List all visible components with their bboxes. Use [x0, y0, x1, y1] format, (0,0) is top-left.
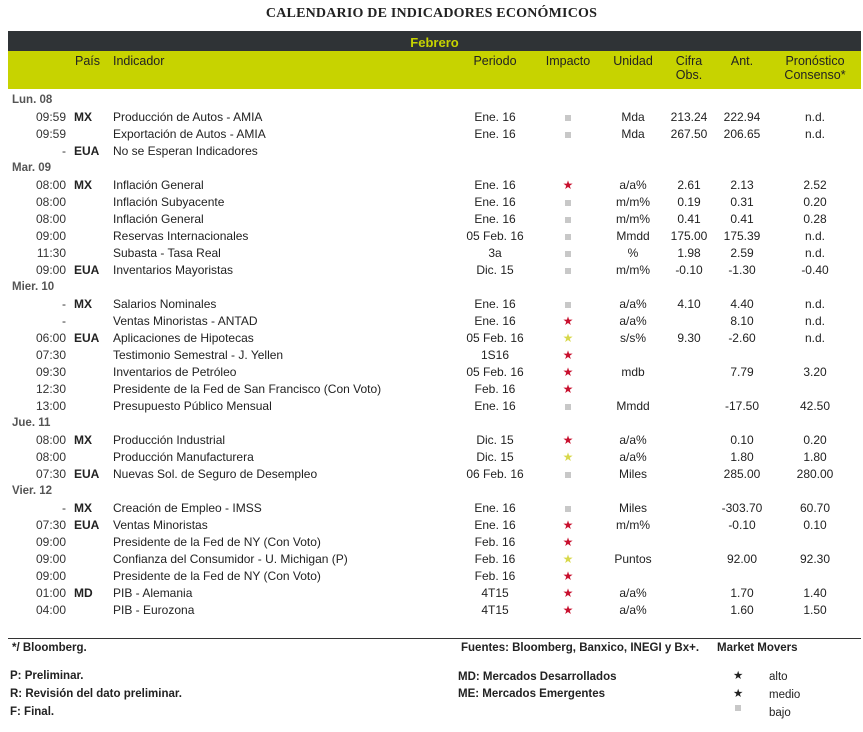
indicator-cell: Salarios Nominales	[113, 297, 217, 311]
header-cifra-line2: Obs.	[675, 68, 703, 82]
note-preliminar: P: Preliminar.	[10, 670, 84, 682]
period-cell: 4T15	[481, 603, 509, 617]
table-row	[0, 245, 863, 262]
period-cell: Ene. 16	[474, 399, 516, 413]
gray-square-icon	[548, 194, 588, 211]
unit-cell: Mmdd	[616, 399, 650, 413]
gray-square-icon	[548, 398, 588, 415]
table-row	[0, 177, 863, 194]
page-title: CALENDARIO DE INDICADORES ECONÓMICOS	[265, 6, 598, 21]
footnote-sources: Fuentes: Bloomberg, Banxico, INEGI y Bx+.	[461, 642, 700, 654]
gray-square-icon	[548, 228, 588, 245]
unit-cell: a/a%	[619, 603, 647, 617]
consensus-cell: 1.40	[803, 586, 827, 600]
indicator-cell: No se Esperan Indicadores	[113, 144, 258, 158]
indicator-cell: Presidente de la Fed de San Francisco (Con Voto)	[113, 382, 382, 396]
table-row	[0, 551, 863, 568]
period-cell: 05 Feb. 16	[466, 365, 524, 379]
time-cell: 08:00	[35, 212, 66, 226]
observed-cell: 4.10	[677, 297, 701, 311]
day-label: Vier. 12	[12, 485, 53, 497]
unit-cell: a/a%	[619, 433, 647, 447]
indicator-cell: Exportación de Autos - AMIA	[113, 127, 266, 141]
red-star-icon: ★	[562, 603, 574, 617]
consensus-cell: 3.20	[803, 365, 827, 379]
legend-medio: medio	[769, 689, 801, 701]
calendar-table	[0, 92, 863, 619]
month-label: Febrero	[410, 35, 459, 50]
indicator-cell: Presidente de la Fed de NY (Con Voto)	[113, 569, 321, 583]
observed-cell: 2.61	[677, 178, 701, 192]
period-cell: Ene. 16	[474, 127, 516, 141]
country-cell: MX	[74, 178, 92, 192]
gray-square-icon	[548, 109, 588, 126]
previous-cell: 0.41	[730, 212, 754, 226]
time-cell: 08:00	[35, 450, 66, 464]
indicator-cell: PIB - Alemania	[113, 586, 193, 600]
previous-cell: -1.30	[728, 263, 756, 277]
time-cell: 06:00	[35, 331, 66, 345]
gray-square-icon	[548, 211, 588, 228]
table-row	[0, 568, 863, 585]
time-cell: 12:30	[35, 382, 66, 396]
period-cell: Ene. 16	[474, 212, 516, 226]
period-cell: Feb. 16	[474, 382, 516, 396]
time-cell: 04:00	[35, 603, 66, 617]
time-cell: 07:30	[35, 467, 66, 481]
note-final: F: Final.	[10, 706, 55, 718]
red-star-icon: ★	[562, 382, 574, 396]
unit-cell: Mda	[621, 127, 645, 141]
red-star-icon: ★	[562, 518, 574, 532]
period-cell: Ene. 16	[474, 178, 516, 192]
previous-cell: 285.00	[723, 467, 761, 481]
table-row	[0, 194, 863, 211]
consensus-cell: 42.50	[799, 399, 831, 413]
indicator-cell: Inflación General	[113, 212, 204, 226]
unit-cell: Puntos	[614, 552, 652, 566]
day-header-row	[0, 279, 863, 296]
country-cell: MD	[74, 586, 93, 600]
time-cell: 08:00	[35, 433, 66, 447]
previous-cell: 4.40	[730, 297, 754, 311]
country-cell: EUA	[74, 331, 100, 345]
month-bar	[8, 31, 861, 51]
time-cell: -	[62, 314, 66, 328]
unit-cell: m/m%	[616, 195, 650, 209]
previous-cell: 8.10	[730, 314, 754, 328]
consensus-cell: 0.28	[803, 212, 827, 226]
previous-cell: 2.13	[730, 178, 754, 192]
unit-cell: a/a%	[619, 297, 647, 311]
table-row	[0, 449, 863, 466]
header-unidad: Unidad	[613, 54, 653, 68]
header-indicador: Indicador	[113, 54, 165, 68]
consensus-cell: 280.00	[796, 467, 834, 481]
indicator-cell: Presidente de la Fed de NY (Con Voto)	[113, 535, 321, 549]
unit-cell: m/m%	[616, 518, 650, 532]
observed-cell: -0.10	[675, 263, 703, 277]
unit-cell: m/m%	[616, 263, 650, 277]
red-star-icon: ★	[562, 569, 574, 583]
consensus-cell: 0.20	[803, 433, 827, 447]
yellow-star-icon: ★	[562, 450, 574, 464]
previous-cell: 1.70	[730, 586, 754, 600]
time-cell: 09:00	[35, 569, 66, 583]
table-row	[0, 517, 863, 534]
gray-square-icon	[548, 126, 588, 143]
indicator-cell: Inflación Subyacente	[113, 195, 225, 209]
observed-cell: 0.41	[677, 212, 701, 226]
unit-cell: %	[627, 246, 639, 260]
time-cell: 09:30	[35, 365, 66, 379]
day-label: Mier. 10	[12, 281, 55, 293]
previous-cell: 2.59	[730, 246, 754, 260]
period-cell: 1S16	[480, 348, 510, 362]
indicator-cell: Confianza del Consumidor - U. Michigan (P)	[113, 552, 348, 566]
indicator-cell: Ventas Minoristas - ANTAD	[113, 314, 258, 328]
unit-cell: Miles	[618, 501, 647, 515]
period-cell: 05 Feb. 16	[466, 229, 524, 243]
day-label: Mar. 09	[12, 162, 51, 174]
indicator-cell: Producción de Autos - AMIA	[113, 110, 263, 124]
gray-square-icon	[548, 500, 588, 517]
consensus-cell: 2.52	[803, 178, 827, 192]
time-cell: -	[62, 144, 66, 158]
observed-cell: 267.50	[670, 127, 708, 141]
indicator-cell: Reservas Internacionales	[113, 229, 249, 243]
country-cell: MX	[74, 297, 92, 311]
note-me: ME: Mercados Emergentes	[458, 688, 605, 700]
time-cell: 09:00	[35, 263, 66, 277]
red-star-icon: ★	[562, 178, 574, 192]
unit-cell: a/a%	[619, 178, 647, 192]
table-row	[0, 143, 863, 160]
unit-cell: a/a%	[619, 450, 647, 464]
consensus-cell: n.d.	[804, 246, 825, 260]
header-ant: Ant.	[730, 54, 754, 68]
gray-square-icon	[548, 296, 588, 313]
country-cell: MX	[74, 501, 92, 515]
consensus-cell: n.d.	[804, 229, 825, 243]
time-cell: -	[62, 297, 66, 311]
time-cell: 13:00	[35, 399, 66, 413]
previous-cell: 7.79	[730, 365, 754, 379]
time-cell: 07:30	[35, 348, 66, 362]
note-revision: R: Revisión del dato preliminar.	[10, 688, 182, 700]
period-cell: Ene. 16	[474, 297, 516, 311]
indicator-cell: Inventarios de Petróleo	[113, 365, 237, 379]
period-cell: Ene. 16	[474, 314, 516, 328]
table-row	[0, 109, 863, 126]
period-cell: Ene. 16	[474, 518, 516, 532]
previous-cell: 92.00	[726, 552, 758, 566]
header-pronostico	[775, 54, 855, 82]
country-cell: EUA	[74, 467, 100, 481]
table-row	[0, 330, 863, 347]
observed-cell: 175.00	[670, 229, 708, 243]
period-cell: Dic. 15	[476, 263, 514, 277]
red-star-icon: ★	[733, 670, 744, 682]
period-cell: 4T15	[481, 586, 509, 600]
period-cell: Feb. 16	[474, 535, 516, 549]
previous-cell: 1.80	[730, 450, 754, 464]
day-header-row	[0, 483, 863, 500]
time-cell: 07:30	[35, 518, 66, 532]
table-row	[0, 211, 863, 228]
indicator-cell: Nuevas Sol. de Seguro de Desempleo	[113, 467, 318, 481]
time-cell: 08:00	[35, 178, 66, 192]
consensus-cell: n.d.	[804, 331, 825, 345]
previous-cell: 175.39	[723, 229, 761, 243]
time-cell: 08:00	[35, 195, 66, 209]
unit-cell: a/a%	[619, 314, 647, 328]
table-row	[0, 534, 863, 551]
indicator-cell: Inflación General	[113, 178, 204, 192]
indicator-cell: Testimonio Semestral - J. Yellen	[113, 348, 284, 362]
period-cell: Feb. 16	[474, 552, 516, 566]
indicator-cell: PIB - Eurozona	[113, 603, 195, 617]
previous-cell: 222.94	[723, 110, 761, 124]
table-row	[0, 398, 863, 415]
time-cell: 09:59	[35, 110, 66, 124]
time-cell: 09:00	[35, 535, 66, 549]
period-cell: Dic. 15	[476, 450, 514, 464]
observed-cell: 9.30	[677, 331, 701, 345]
table-row	[0, 228, 863, 245]
indicator-cell: Creación de Empleo - IMSS	[113, 501, 262, 515]
country-cell: MX	[74, 110, 92, 124]
table-row	[0, 347, 863, 364]
day-label: Lun. 08	[12, 94, 53, 106]
table-row	[0, 364, 863, 381]
table-row	[0, 466, 863, 483]
period-cell: Ene. 16	[474, 195, 516, 209]
consensus-cell: n.d.	[804, 314, 825, 328]
time-cell: 11:30	[36, 246, 66, 260]
table-row	[0, 262, 863, 279]
red-star-icon: ★	[562, 365, 574, 379]
table-row	[0, 313, 863, 330]
time-cell: 09:00	[35, 552, 66, 566]
header-periodo: Periodo	[473, 54, 517, 68]
country-cell: MX	[74, 433, 92, 447]
footnote-market-movers: Market Movers	[717, 642, 798, 654]
day-header-row	[0, 415, 863, 432]
unit-cell: Mda	[621, 110, 645, 124]
gray-square-icon	[548, 466, 588, 483]
red-star-icon: ★	[562, 433, 574, 447]
unit-cell: a/a%	[619, 586, 647, 600]
yellow-star-icon: ★	[733, 688, 744, 700]
indicator-cell: Aplicaciones de Hipotecas	[113, 331, 254, 345]
period-cell: 05 Feb. 16	[466, 331, 524, 345]
table-row	[0, 585, 863, 602]
period-cell: 3a	[488, 246, 502, 260]
day-label: Jue. 11	[12, 417, 51, 429]
time-cell: 09:00	[35, 229, 66, 243]
consensus-cell: n.d.	[804, 297, 825, 311]
header-pronostico-line1: Pronóstico	[785, 54, 845, 68]
gray-square-icon	[548, 245, 588, 262]
red-star-icon: ★	[562, 535, 574, 549]
legend-alto: alto	[769, 671, 788, 683]
header-impacto: Impacto	[545, 54, 591, 68]
header-pronostico-line2: Consenso*	[784, 68, 846, 82]
table-row	[0, 296, 863, 313]
table-row	[0, 602, 863, 619]
consensus-cell: 60.70	[799, 501, 831, 515]
country-cell: EUA	[74, 263, 100, 277]
footer-divider	[8, 638, 861, 639]
observed-cell: 0.19	[677, 195, 701, 209]
period-cell: Ene. 16	[474, 501, 516, 515]
time-cell: 01:00	[35, 586, 66, 600]
day-header-row	[0, 92, 863, 109]
indicator-cell: Producción Manufacturera	[113, 450, 254, 464]
table-row	[0, 500, 863, 517]
observed-cell: 213.24	[670, 110, 708, 124]
previous-cell: -2.60	[728, 331, 756, 345]
time-cell: 09:59	[35, 127, 66, 141]
table-row	[0, 126, 863, 143]
country-cell: EUA	[74, 518, 100, 532]
consensus-cell: -0.40	[801, 263, 829, 277]
note-md: MD: Mercados Desarrollados	[458, 671, 617, 683]
period-cell: 06 Feb. 16	[466, 467, 524, 481]
day-header-row	[0, 160, 863, 177]
table-row	[0, 381, 863, 398]
consensus-cell: 1.80	[803, 450, 827, 464]
period-cell: Ene. 16	[474, 110, 516, 124]
time-cell: -	[62, 501, 66, 515]
unit-cell: Mmdd	[616, 229, 650, 243]
previous-cell: 0.10	[730, 433, 754, 447]
consensus-cell: 92.30	[799, 552, 831, 566]
header-pais: País	[75, 54, 101, 68]
red-star-icon: ★	[562, 348, 574, 362]
indicator-cell: Inventarios Mayoristas	[113, 263, 234, 277]
indicator-cell: Subasta - Tasa Real	[113, 246, 221, 260]
unit-cell: Miles	[618, 467, 647, 481]
indicator-cell: Presupuesto Público Mensual	[113, 399, 272, 413]
header-cifra-line1: Cifra	[675, 54, 703, 68]
footnote-bloomberg: */ Bloomberg.	[12, 642, 87, 654]
unit-cell: s/s%	[619, 331, 646, 345]
unit-cell: m/m%	[616, 212, 650, 226]
yellow-star-icon: ★	[562, 331, 574, 345]
observed-cell: 1.98	[677, 246, 701, 260]
previous-cell: -0.10	[728, 518, 756, 532]
gray-square-icon	[548, 262, 588, 279]
indicator-cell: Ventas Minoristas	[113, 518, 208, 532]
unit-cell: mdb	[621, 365, 645, 379]
previous-cell: -17.50	[724, 399, 760, 413]
previous-cell: -303.70	[721, 501, 763, 515]
red-star-icon: ★	[562, 586, 574, 600]
consensus-cell: 0.10	[803, 518, 827, 532]
country-cell: EUA	[74, 144, 100, 158]
legend-bajo: bajo	[769, 707, 791, 719]
previous-cell: 1.60	[730, 603, 754, 617]
consensus-cell: n.d.	[804, 110, 825, 124]
indicator-cell: Producción Industrial	[113, 433, 226, 447]
table-row	[0, 432, 863, 449]
period-cell: Dic. 15	[476, 433, 514, 447]
consensus-cell: 1.50	[803, 603, 827, 617]
header-cifra	[664, 54, 714, 82]
red-star-icon: ★	[562, 314, 574, 328]
consensus-cell: n.d.	[804, 127, 825, 141]
gray-square-icon	[735, 704, 741, 716]
previous-cell: 206.65	[723, 127, 761, 141]
yellow-star-icon: ★	[562, 552, 574, 566]
consensus-cell: 0.20	[803, 195, 827, 209]
previous-cell: 0.31	[730, 195, 754, 209]
period-cell: Feb. 16	[474, 569, 516, 583]
